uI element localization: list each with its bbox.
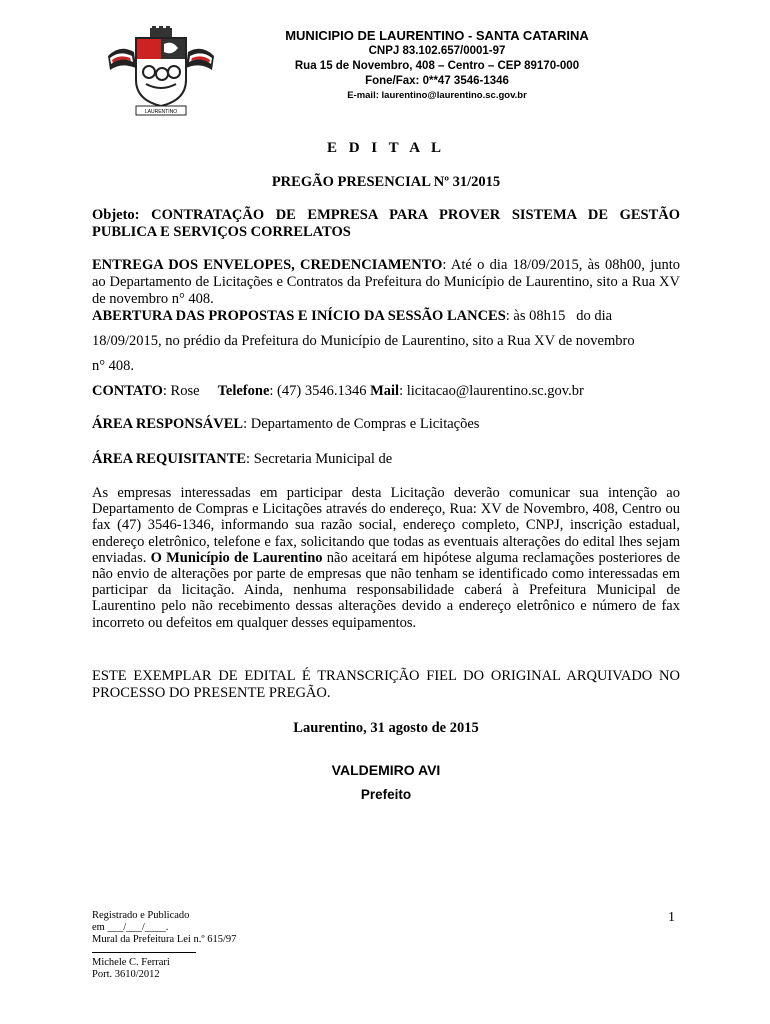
body-bold: O Município de Laurentino: [150, 549, 323, 566]
abertura-line-1: [92, 308, 680, 325]
signer-role: Prefeito: [360, 787, 412, 802]
footer-line-1: Registrado e Publicado: [92, 910, 190, 921]
abertura-label: ABERTURA DAS PROPOSTAS E INÍCIO DA SESSÃO LANCES: [92, 308, 506, 324]
doc-title: E D I T A L: [326, 140, 446, 156]
contact-label: CONTATO: [92, 383, 163, 399]
footer-signer-name: Michele C. Ferrari: [92, 957, 170, 968]
address: Rua 15 de Novembro, 408 – Centro – CEP 89170-000: [294, 60, 580, 72]
body-text-2: não aceitará em hipótese alguma reclamações posteriores de não envio de alterações por parte de empresas que não tenham se identificado como interessadas em participar da licitação. Ainda, nenhuma responsabilidade caberá à Prefeitura Municipal de Laurentino pelo não recebimento dessas alterações devido a endereço eletrônico e número de fax incorreto ou defeitos em qualquer desses equipamentos.: [92, 549, 680, 631]
objeto-paragraph: [92, 207, 680, 241]
footer-signer-port: Port. 3610/2012: [92, 969, 160, 980]
area-req-label: ÁREA REQUISITANTE: [92, 451, 247, 467]
email: E-mail: laurentino@laurentino.sc.gov.br: [347, 90, 527, 101]
area-req-value: : Secretaria Municipal de: [246, 451, 393, 467]
contact-line: [92, 383, 680, 400]
signature-line: [92, 952, 196, 953]
entrega-label: ENTREGA DOS ENVELOPES, CREDENCIAMENTO: [92, 257, 443, 273]
letterhead: [92, 22, 692, 122]
footer-register: [92, 910, 236, 981]
abertura-text: : às 08h15 do dia: [505, 308, 613, 324]
abertura-line-3: n° 408.: [92, 358, 135, 374]
signer-name: VALDEMIRO AVI: [331, 762, 441, 778]
page-number: 1: [668, 910, 675, 925]
pregao-number: PREGÃO PRESENCIAL Nº 31/2015: [271, 174, 501, 190]
municipality-name: MUNICIPIO DE LAURENTINO - SANTA CATARINA: [285, 28, 589, 43]
area-responsavel: [92, 416, 680, 433]
crest-label: LAURENTINO: [144, 109, 178, 115]
area-requisitante: [92, 451, 680, 468]
entrega-text: : Até o dia 18/09/2015, às 08h00, junto ao Departamento de Licitações e Contratos da Prefeitura do Município de Laurentino, sito a Rua XV de novembro n° 408.: [92, 257, 680, 307]
area-resp-value: : Departamento de Compras e Licitações: [243, 416, 480, 432]
objeto-text: CONTRATAÇÃO DE EMPRESA PARA PROVER SISTEMA DE GESTÃO PUBLICA E SERVIÇOS CORRELATOS: [92, 207, 681, 240]
footer-line-3: Mural da Prefeitura Lei n.º 615/97: [92, 934, 237, 945]
abertura-line-2: 18/09/2015, no prédio da Prefeitura do Município de Laurentino, sito a Rua XV de novembro: [92, 333, 635, 349]
entrega-paragraph: [92, 257, 680, 308]
cnpj: CNPJ 83.102.657/0001-97: [368, 45, 506, 57]
contact-value: : Rose: [162, 383, 200, 399]
objeto-label: Objeto:: [92, 207, 140, 223]
place-date: Laurentino, 31 agosto de 2015: [293, 720, 479, 736]
phone-label: Telefone: [217, 383, 270, 399]
mail-label: Mail: [370, 383, 400, 399]
phone-fax: Fone/Fax: 0**47 3546-1346: [365, 75, 509, 87]
letterhead-text: [267, 28, 607, 102]
exemplar-note: ESTE EXEMPLAR DE EDITAL É TRANSCRIÇÃO FIEL DO ORIGINAL ARQUIVADO NO PROCESSO DO PRESENTE PREGÃO.: [92, 668, 680, 701]
mail-value: : licitacao@laurentino.sc.gov.br: [399, 383, 584, 399]
phone-value: : (47) 3546.1346: [269, 383, 367, 399]
body-paragraph: [92, 485, 680, 631]
footer-line-2: em ___/___/____.: [92, 922, 169, 933]
municipal-crest-icon: [106, 26, 216, 118]
area-resp-label: ÁREA RESPONSÁVEL: [92, 416, 244, 432]
body-text-1: As empresas interessadas em participar desta Licitação deverão comunicar sua intenção ao Departamento de Compras e Licitações através do endereço, Rua: XV de Novembro, 408, Centro ou fax (47) 3546-1346, informando sua razão social, endereço completo, CNPJ, inscrição estadual, endereço eletrônico, telefone e fax, solicitando que todas as eventuais alterações do edital lhes sejam enviadas.: [92, 485, 680, 566]
